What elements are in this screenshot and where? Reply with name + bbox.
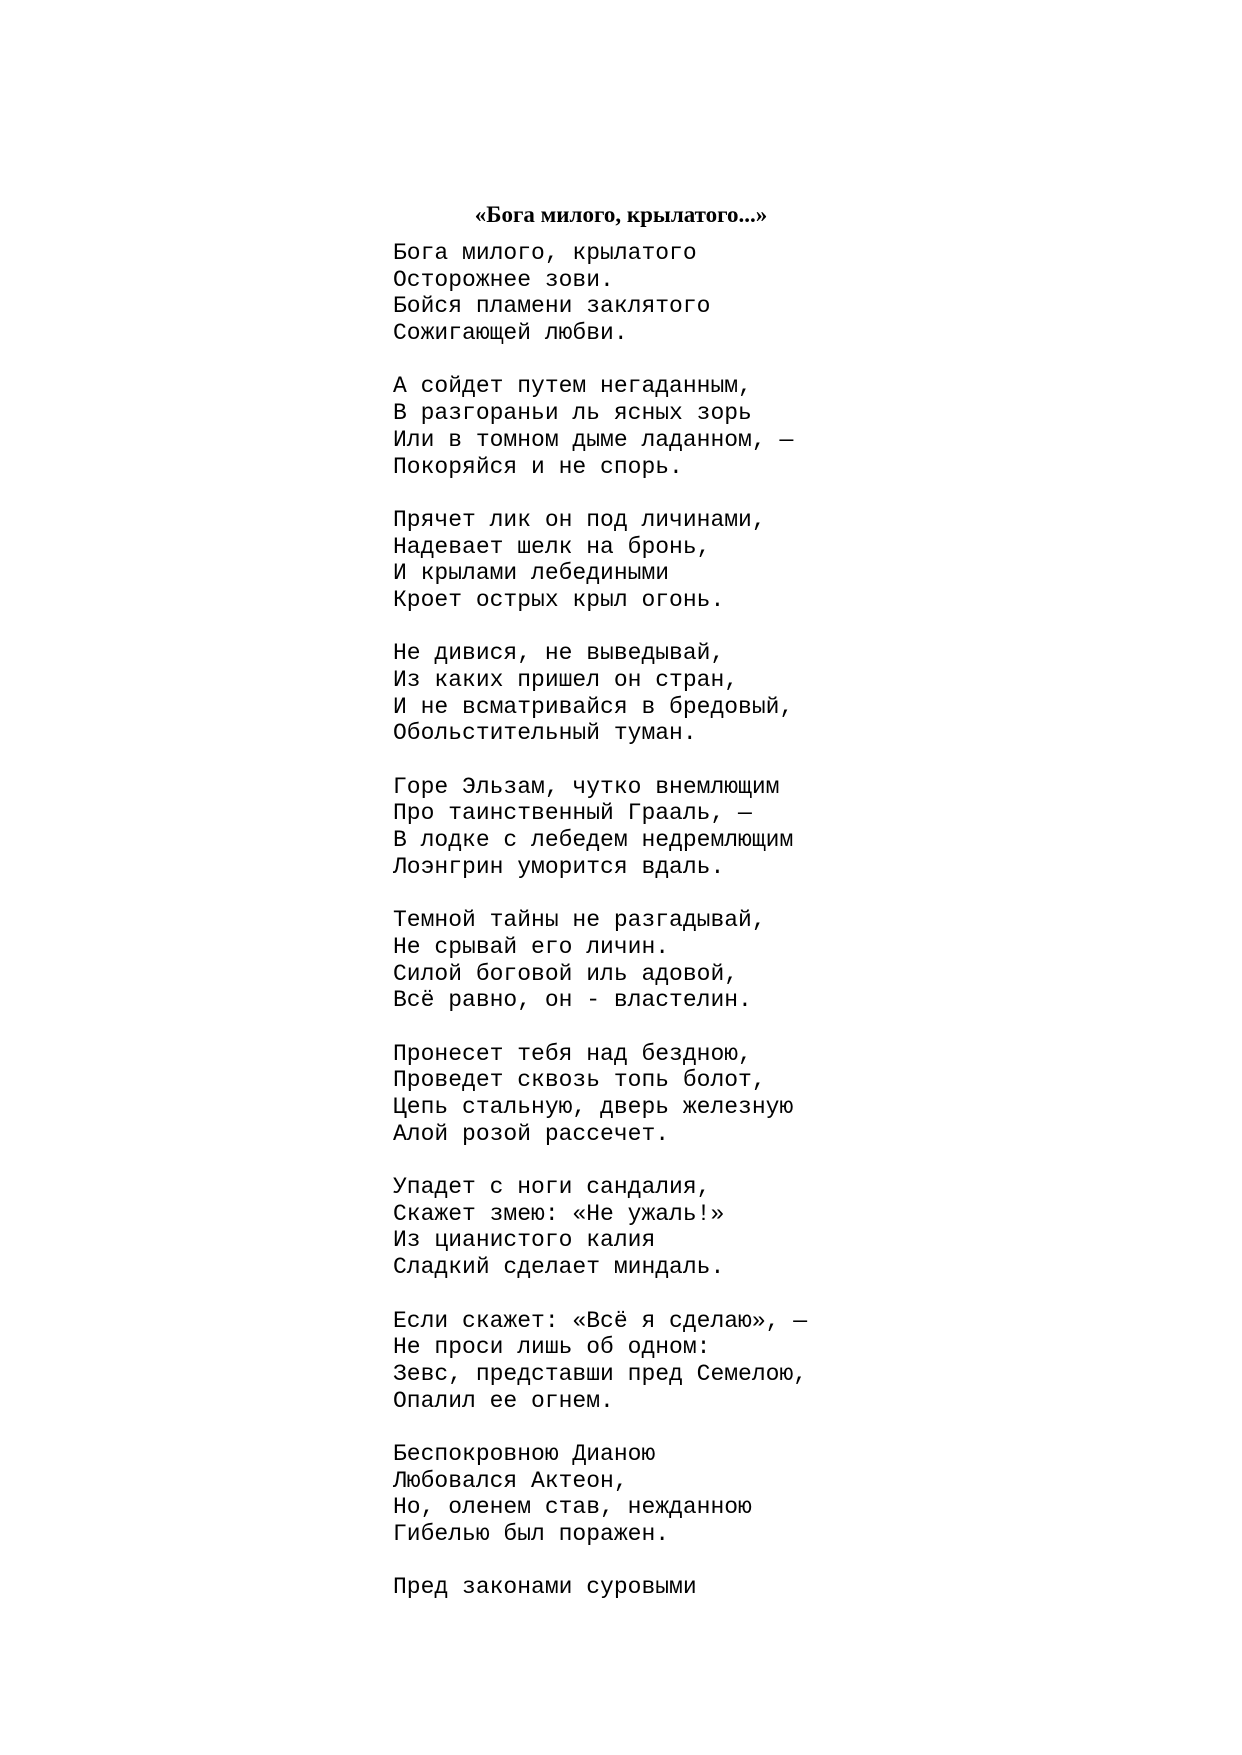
poem-line: А сойдет путем негаданным, <box>393 373 752 400</box>
poem-line: Прячет лик он под личинами, <box>393 506 766 533</box>
poem-line: Цепь стальную, дверь железную <box>393 1094 794 1120</box>
poem-line: Покоряйся и не спорь. <box>393 453 683 480</box>
poem-body <box>393 240 807 1601</box>
stanza <box>393 1308 807 1415</box>
poem-line: Не дивися, не выведывай, <box>393 640 725 667</box>
stanza <box>393 373 807 480</box>
stanza <box>393 907 807 1014</box>
poem-line: В разгораньи ль ясных зорь <box>393 400 752 427</box>
poem-line: Если скажет: «Всё я сделаю», — <box>393 1307 808 1334</box>
poem-line: Или в томном дыме ладанном, — <box>393 426 794 453</box>
poem-line: Про таинственный Грааль, — <box>393 800 752 827</box>
poem-line: Пред законами суровыми <box>393 1574 697 1601</box>
poem-line: Надевает шелк на бронь, <box>393 533 711 560</box>
poem-line: Скажет змею: «Не ужаль!» <box>393 1200 725 1227</box>
poem-line: Осторожнее зови. <box>393 266 614 293</box>
poem-line: Всё равно, он - властелин. <box>393 987 752 1014</box>
poem-line: Проведет сквозь топь болот, <box>393 1067 766 1094</box>
poem-line: Из каких пришел он стран, <box>393 667 739 693</box>
poem-line: Сладкий сделает миндаль. <box>393 1254 725 1281</box>
poem-title: «Бога милого, крылатого...» <box>474 202 768 227</box>
poem-line: Бойся пламени заклятого <box>393 293 711 320</box>
poem-line: Силой боговой иль адовой, <box>393 960 739 987</box>
stanza <box>393 640 807 747</box>
stanza <box>393 1041 807 1148</box>
stanza <box>393 1574 807 1601</box>
poem-line: Бога милого, крылатого <box>393 240 697 266</box>
poem-line: И крылами лебедиными <box>393 560 670 587</box>
stanza <box>393 507 807 614</box>
poem-line: Но, оленем став, нежданною <box>393 1494 752 1521</box>
poem-line: Пронесет тебя над бездною, <box>393 1040 752 1067</box>
poem-line: Горе Эльзам, чутко внемлющим <box>393 773 780 800</box>
poem-line: Сожигающей любви. <box>393 320 628 347</box>
poem-line: И не всматривайся в бредовый, <box>393 693 794 720</box>
poem-line: Опалил ее огнем. <box>393 1387 614 1414</box>
poem-line: Не проси лишь об одном: <box>393 1334 711 1361</box>
poem-line: Алой розой рассечет. <box>393 1120 670 1147</box>
poem-line: Кроет острых крыл огонь. <box>393 586 725 613</box>
poem-line: В лодке с лебедем недремлющим <box>393 827 794 854</box>
poem-line: Любовался Актеон, <box>393 1467 628 1494</box>
poem-line: Из цианистого калия <box>393 1227 656 1254</box>
poem-line: Обольстительный туман. <box>393 720 697 747</box>
poem-line: Зевс, представши пред Семелою, <box>393 1360 808 1387</box>
poem-line: Упадет с ноги сандалия, <box>393 1174 711 1201</box>
stanza <box>393 1441 807 1548</box>
poem-line: Гибелью был поражен. <box>393 1521 670 1547</box>
poem-line: Лоэнгрин уморится вдаль. <box>393 853 725 880</box>
poem-line: Беспокровною Дианою <box>393 1440 656 1467</box>
stanza <box>393 774 807 881</box>
stanza <box>393 240 807 347</box>
stanza <box>393 1174 807 1281</box>
poem-line: Не срывай его личин. <box>393 933 670 960</box>
poem-line: Темной тайны не разгадывай, <box>393 907 766 934</box>
